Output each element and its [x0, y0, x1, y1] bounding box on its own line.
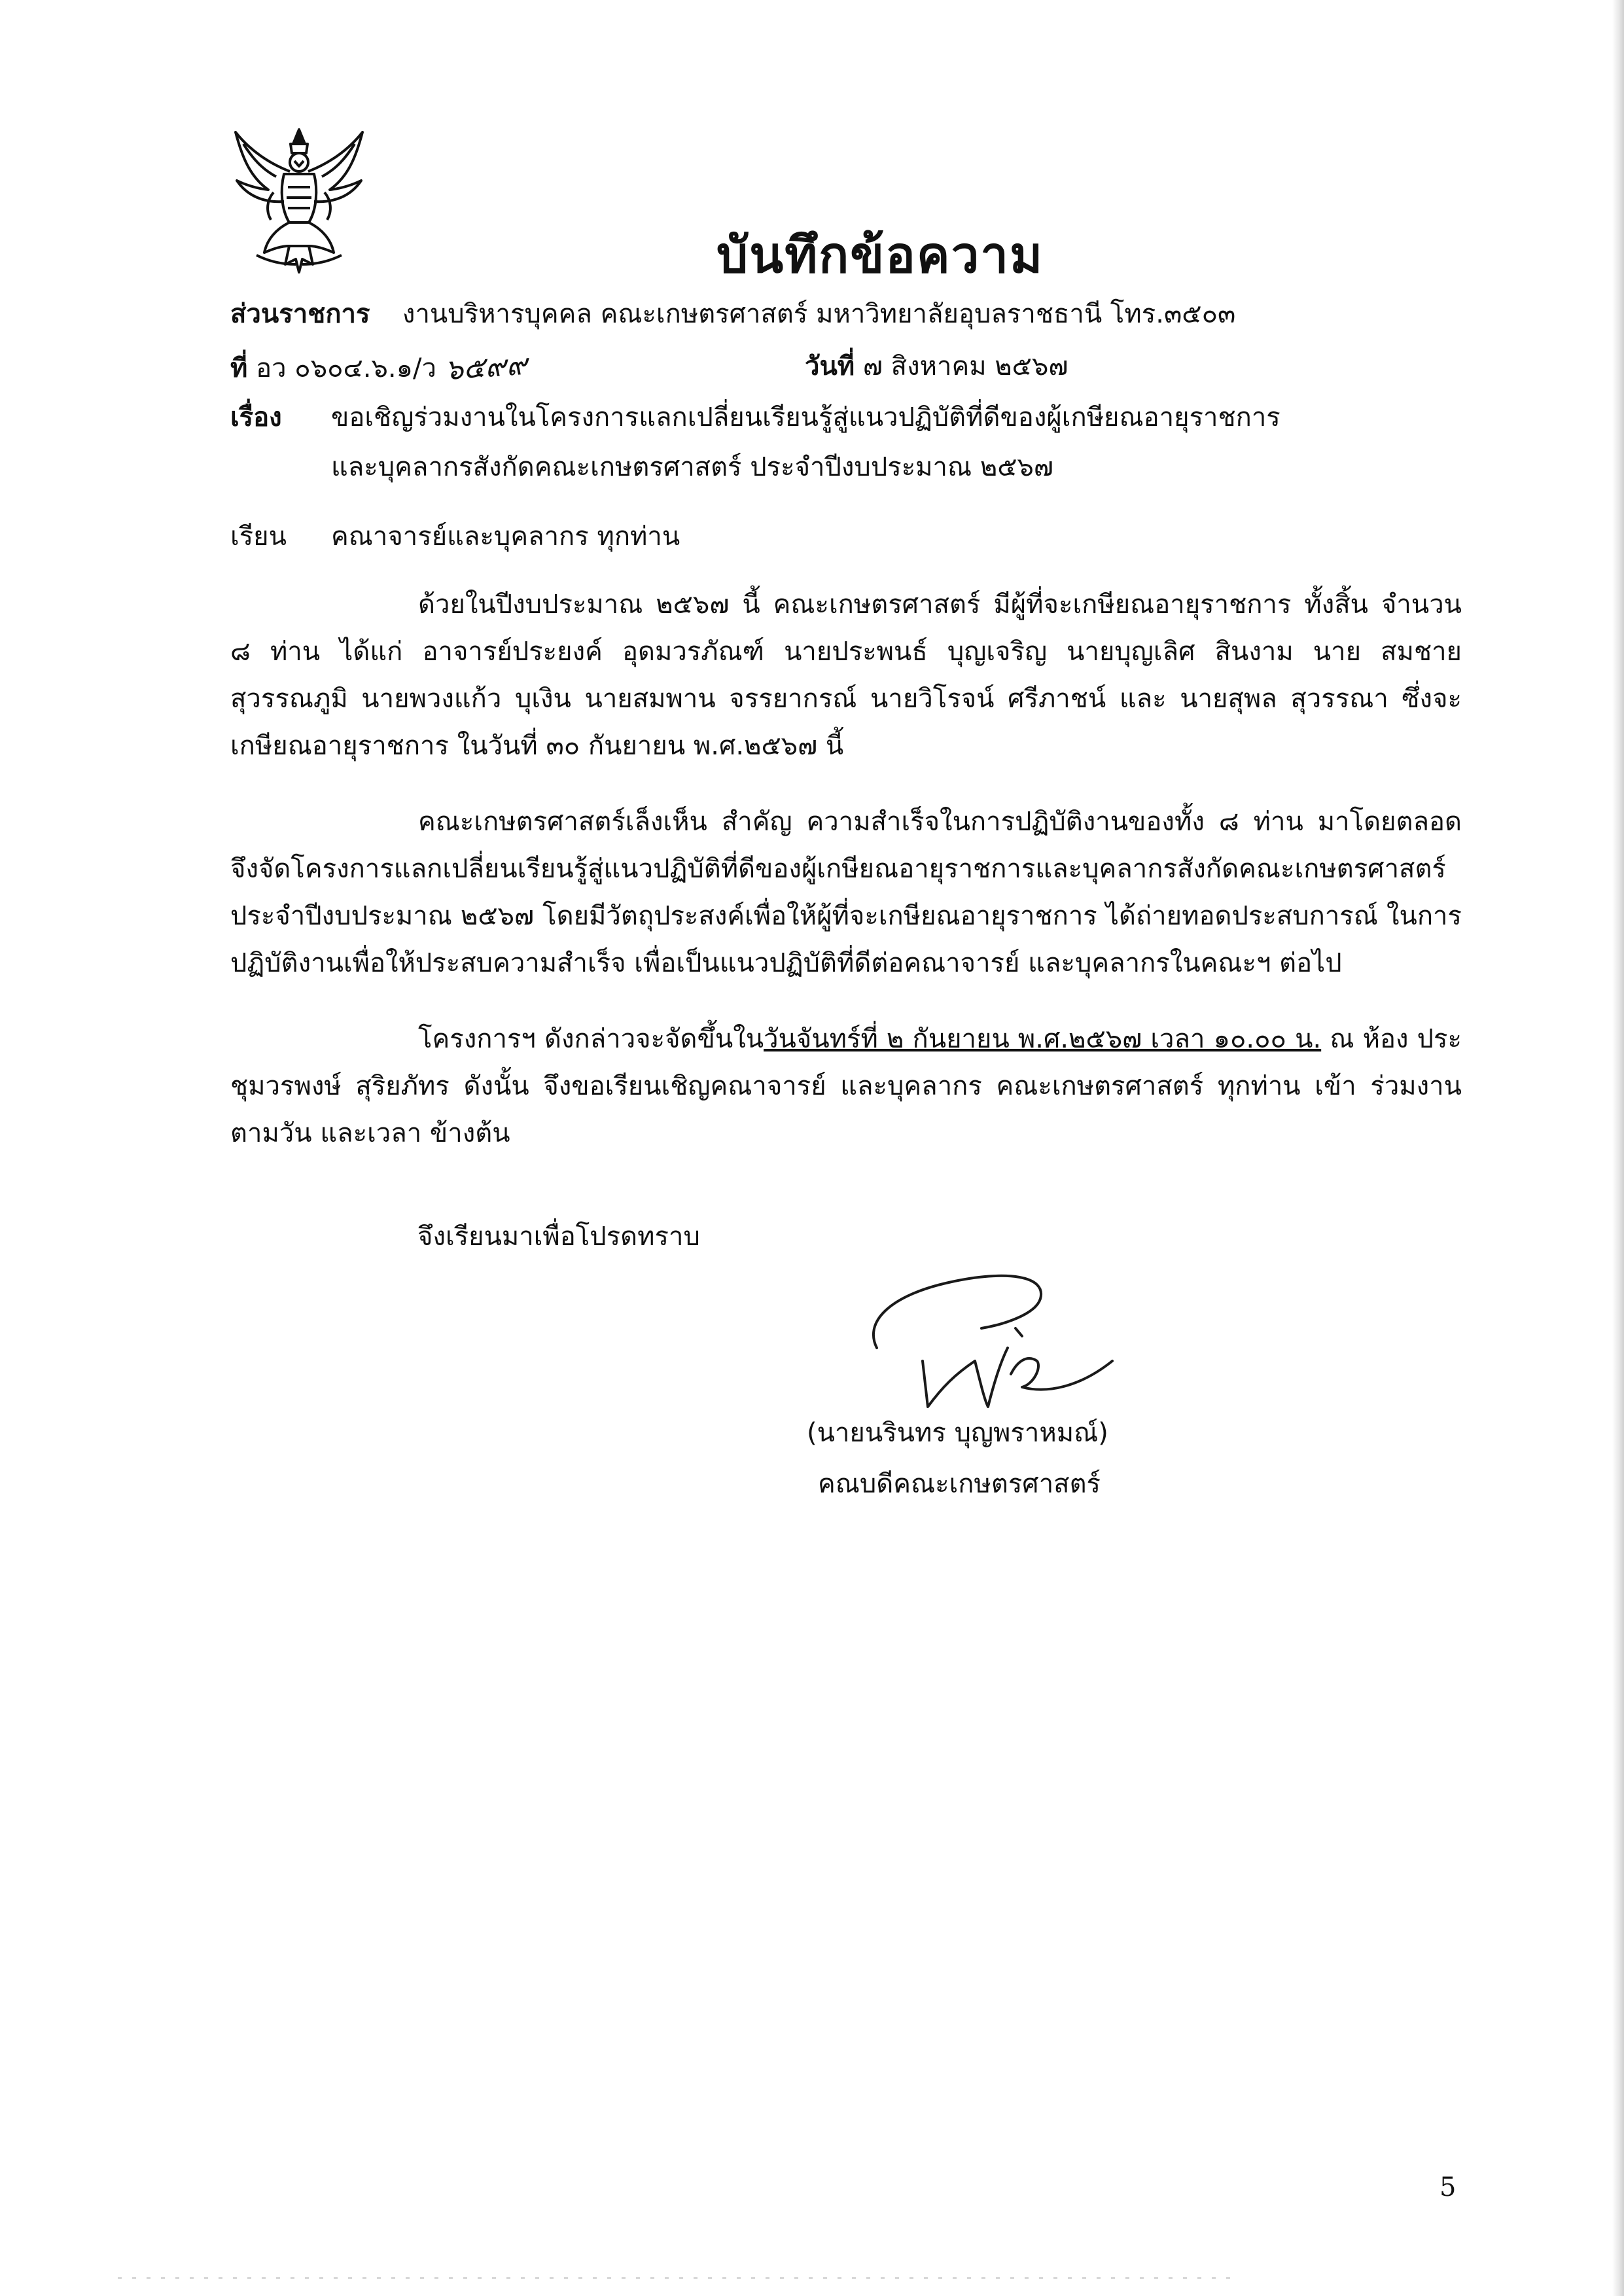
agency-value: งานบริหารบุคคล คณะเกษตรศาสตร์ มหาวิทยาลัยอุบลราชธานี โทร.๓๕๐๓: [402, 299, 1236, 329]
paragraph-3: [230, 1016, 1462, 1157]
date-label: วันที่: [805, 351, 855, 381]
paragraph-1: ด้วยในปีงบประมาณ ๒๕๖๗ นี้ คณะเกษตรศาสตร์ มีผู้ที่จะเกษียณอายุราชการ ทั้งสิ้น จำนวน ๘ ท่าน ได้แก่ อาจารย์ประยงค์ อุดมวรภัณฑ์ นายประพนธ์ บุญเจริญ นายบุญเลิศ สินงาม นาย สมชาย สุวรรณภูมิ นายพวงแก้ว บุเงิน นายสมพาน จรรยากรณ์ นายวิโรจน์ ศรีภาชน์ และ นายสุพล สุวรรณา ซึ่งจะเกษียณอายุราชการ ในวันที่ ๓๐ กันยายน พ.ศ.๒๕๖๗ นี้: [230, 590, 1462, 761]
ref-handwritten-number: ๖๕๙๙: [443, 347, 528, 387]
scan-artifact: [118, 2277, 1230, 2279]
date-row: [805, 353, 1068, 380]
ref-row: [230, 347, 528, 387]
ref-value: อว ๐๖๐๔.๖.๑/ว: [256, 353, 436, 383]
subject-label-row: [230, 404, 282, 431]
agency-row: [230, 301, 1235, 327]
to-value: คณาจารย์และบุคลากร ทุกท่าน: [331, 521, 680, 552]
closing-line: จึงเรียนมาเพื่อโปรดทราบ: [417, 1222, 700, 1252]
signer-position: คณบดีคณะเกษตรศาสตร์: [818, 1469, 1101, 1499]
paragraph-2: คณะเกษตรศาสตร์เล็งเห็น สำคัญ ความสำเร็จในการปฏิบัติงานของทั้ง ๘ ท่าน มาโดยตลอด จึงจัดโครงการแลกเปลี่ยนเรียนรู้สู่แนวปฏิบัติที่ดีของผู้เกษียณอายุราชการและบุคลากรสังกัดคณะเกษตรศาสตร์ ประจำปีงบประมาณ ๒๕๖๗ โดยมีวัตถุประสงค์เพื่อให้ผู้ที่จะเกษียณอายุราชการ ได้ถ่ายทอดประสบการณ์ ในการปฏิบัติงานเพื่อให้ประสบความสำเร็จ เพื่อเป็นแนวปฏิบัติที่ดีต่อคณาจารย์ และบุคลากรในคณะฯ ต่อไป: [230, 807, 1462, 978]
agency-label: ส่วนราชการ: [230, 299, 370, 329]
paragraph-3-intro: โครงการฯ ดังกล่าวจะจัดขึ้นใน: [418, 1024, 764, 1054]
subject-line-1: ขอเชิญร่วมงานในโครงการแลกเปลี่ยนเรียนรู้สู่แนวปฏิบัติที่ดีของผู้เกษียณอายุราชการ: [331, 402, 1280, 433]
handwritten-signature: [851, 1263, 1158, 1413]
subject-line-2: และบุคลากรสังกัดคณะเกษตรศาสตร์ ประจำปีงบประมาณ ๒๕๖๗: [331, 452, 1053, 482]
signer-name: (นายนรินทร บุญพราหมณ์): [807, 1418, 1108, 1448]
event-datetime: วันจันทร์ที่ ๒ กันยายน พ.ศ.๒๕๖๗ เวลา ๑๐.๐๐ น.: [764, 1024, 1322, 1054]
scan-edge: [1612, 0, 1624, 2296]
subject-label: เรื่อง: [230, 402, 282, 433]
paragraph-3-rest: ณ ห้อง ประชุมวรพงษ์ สุริยภัทร ดังนั้น จึงขอเรียนเชิญคณาจารย์ และบุคลากร คณะเกษตรศาสตร์ ทุกท่าน เข้า ร่วมงานตามวัน และเวลา ข้างต้น: [230, 1024, 1462, 1148]
page-number: 5: [1439, 2172, 1456, 2202]
document-title: บันทึกข้อความ: [716, 226, 1044, 284]
ref-label: ที่: [230, 353, 248, 383]
to-label: เรียน: [230, 521, 287, 552]
garuda-emblem-icon: [230, 124, 368, 281]
date-value: ๗ สิงหาคม ๒๕๖๗: [862, 351, 1068, 381]
